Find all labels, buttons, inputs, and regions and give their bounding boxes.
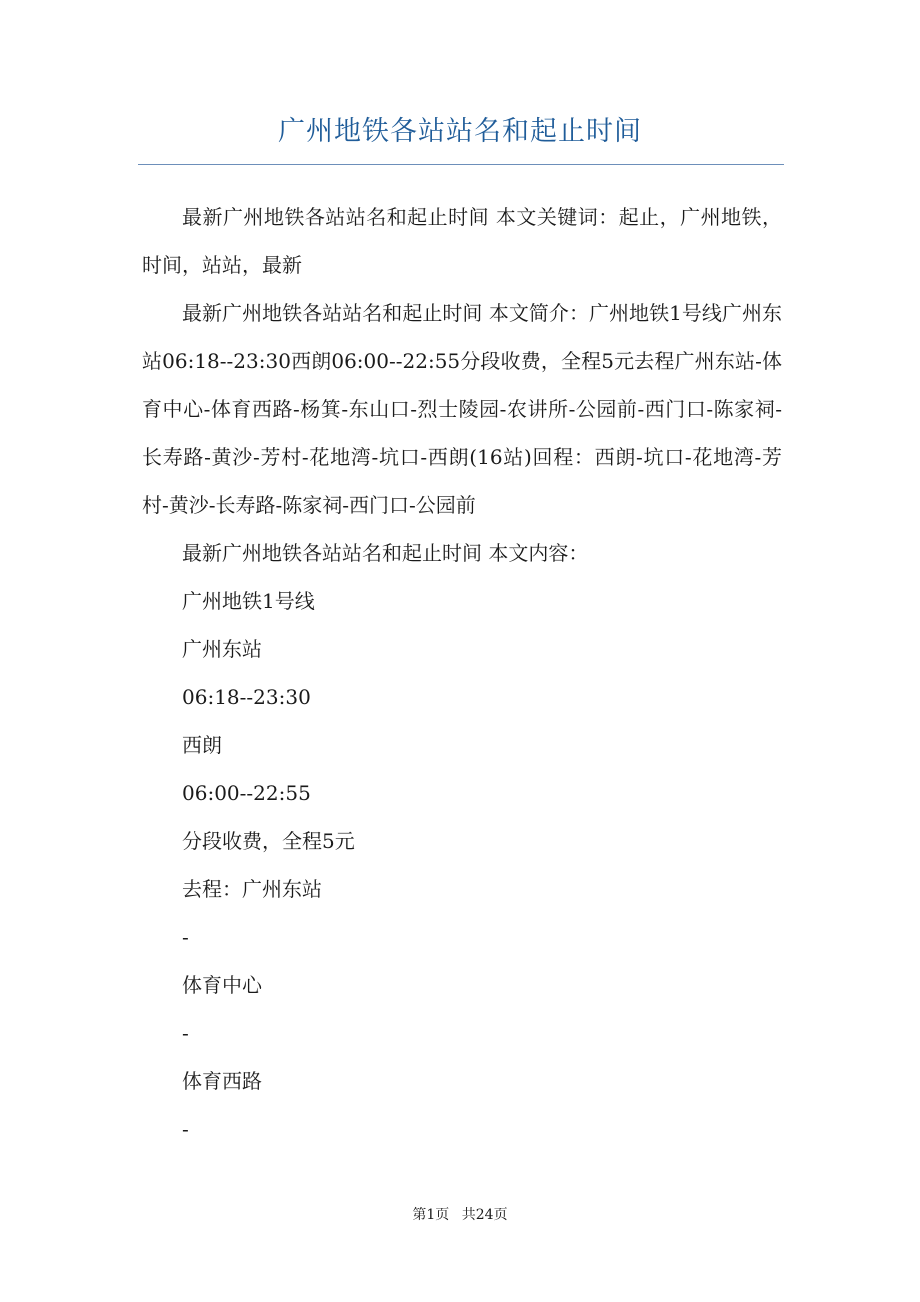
text-line-station: 西朗 — [182, 733, 222, 757]
text-line-separator: - — [182, 925, 189, 949]
text-line-station: 体育西路 — [182, 1069, 262, 1093]
text-line-line-name: 广州地铁1号线 — [182, 589, 315, 613]
text-line-separator: - — [182, 1021, 189, 1045]
text-line-route: 去程：广州东站 — [182, 877, 322, 901]
content-heading: 最新广州地铁各站站名和起止时间 本文内容： — [182, 541, 589, 565]
text-line-station: 体育中心 — [182, 973, 262, 997]
text-line-time: 06:00--22:55 — [182, 781, 311, 805]
text-line-station: 广州东站 — [182, 637, 262, 661]
keywords-paragraph: 最新广州地铁各站站名和起止时间 本文关键词：起止，广州地铁，时间，站站，最新 — [142, 205, 782, 277]
text-line-time: 06:18--23:30 — [182, 685, 311, 709]
text-line-separator: - — [182, 1117, 189, 1141]
document-body — [142, 193, 782, 1153]
title-divider — [138, 164, 784, 165]
summary-paragraph: 最新广州地铁各站站名和起止时间 本文简介：广州地铁1号线广州东站06:18--23:30西朗06:00--22:55分段收费，全程5元去程广州东站-体育中心-体育西路-杨箕-东山口-烈士陵园-农讲所-公园前-西门口-陈家祠-长寿路-黄沙-芳村-花地湾-坑口-西朗(16站)回程：西朗-坑口-花地湾-芳村-黄沙-长寿路-陈家祠-西门口-公园前 — [142, 301, 782, 517]
text-line-fare: 分段收费，全程5元 — [182, 829, 355, 853]
page-number: 第1页 — [412, 1207, 450, 1223]
document-title: 广州地铁各站站名和起止时间 — [278, 116, 642, 147]
page-total: 共24页 — [461, 1207, 508, 1223]
page-footer — [0, 1204, 920, 1224]
